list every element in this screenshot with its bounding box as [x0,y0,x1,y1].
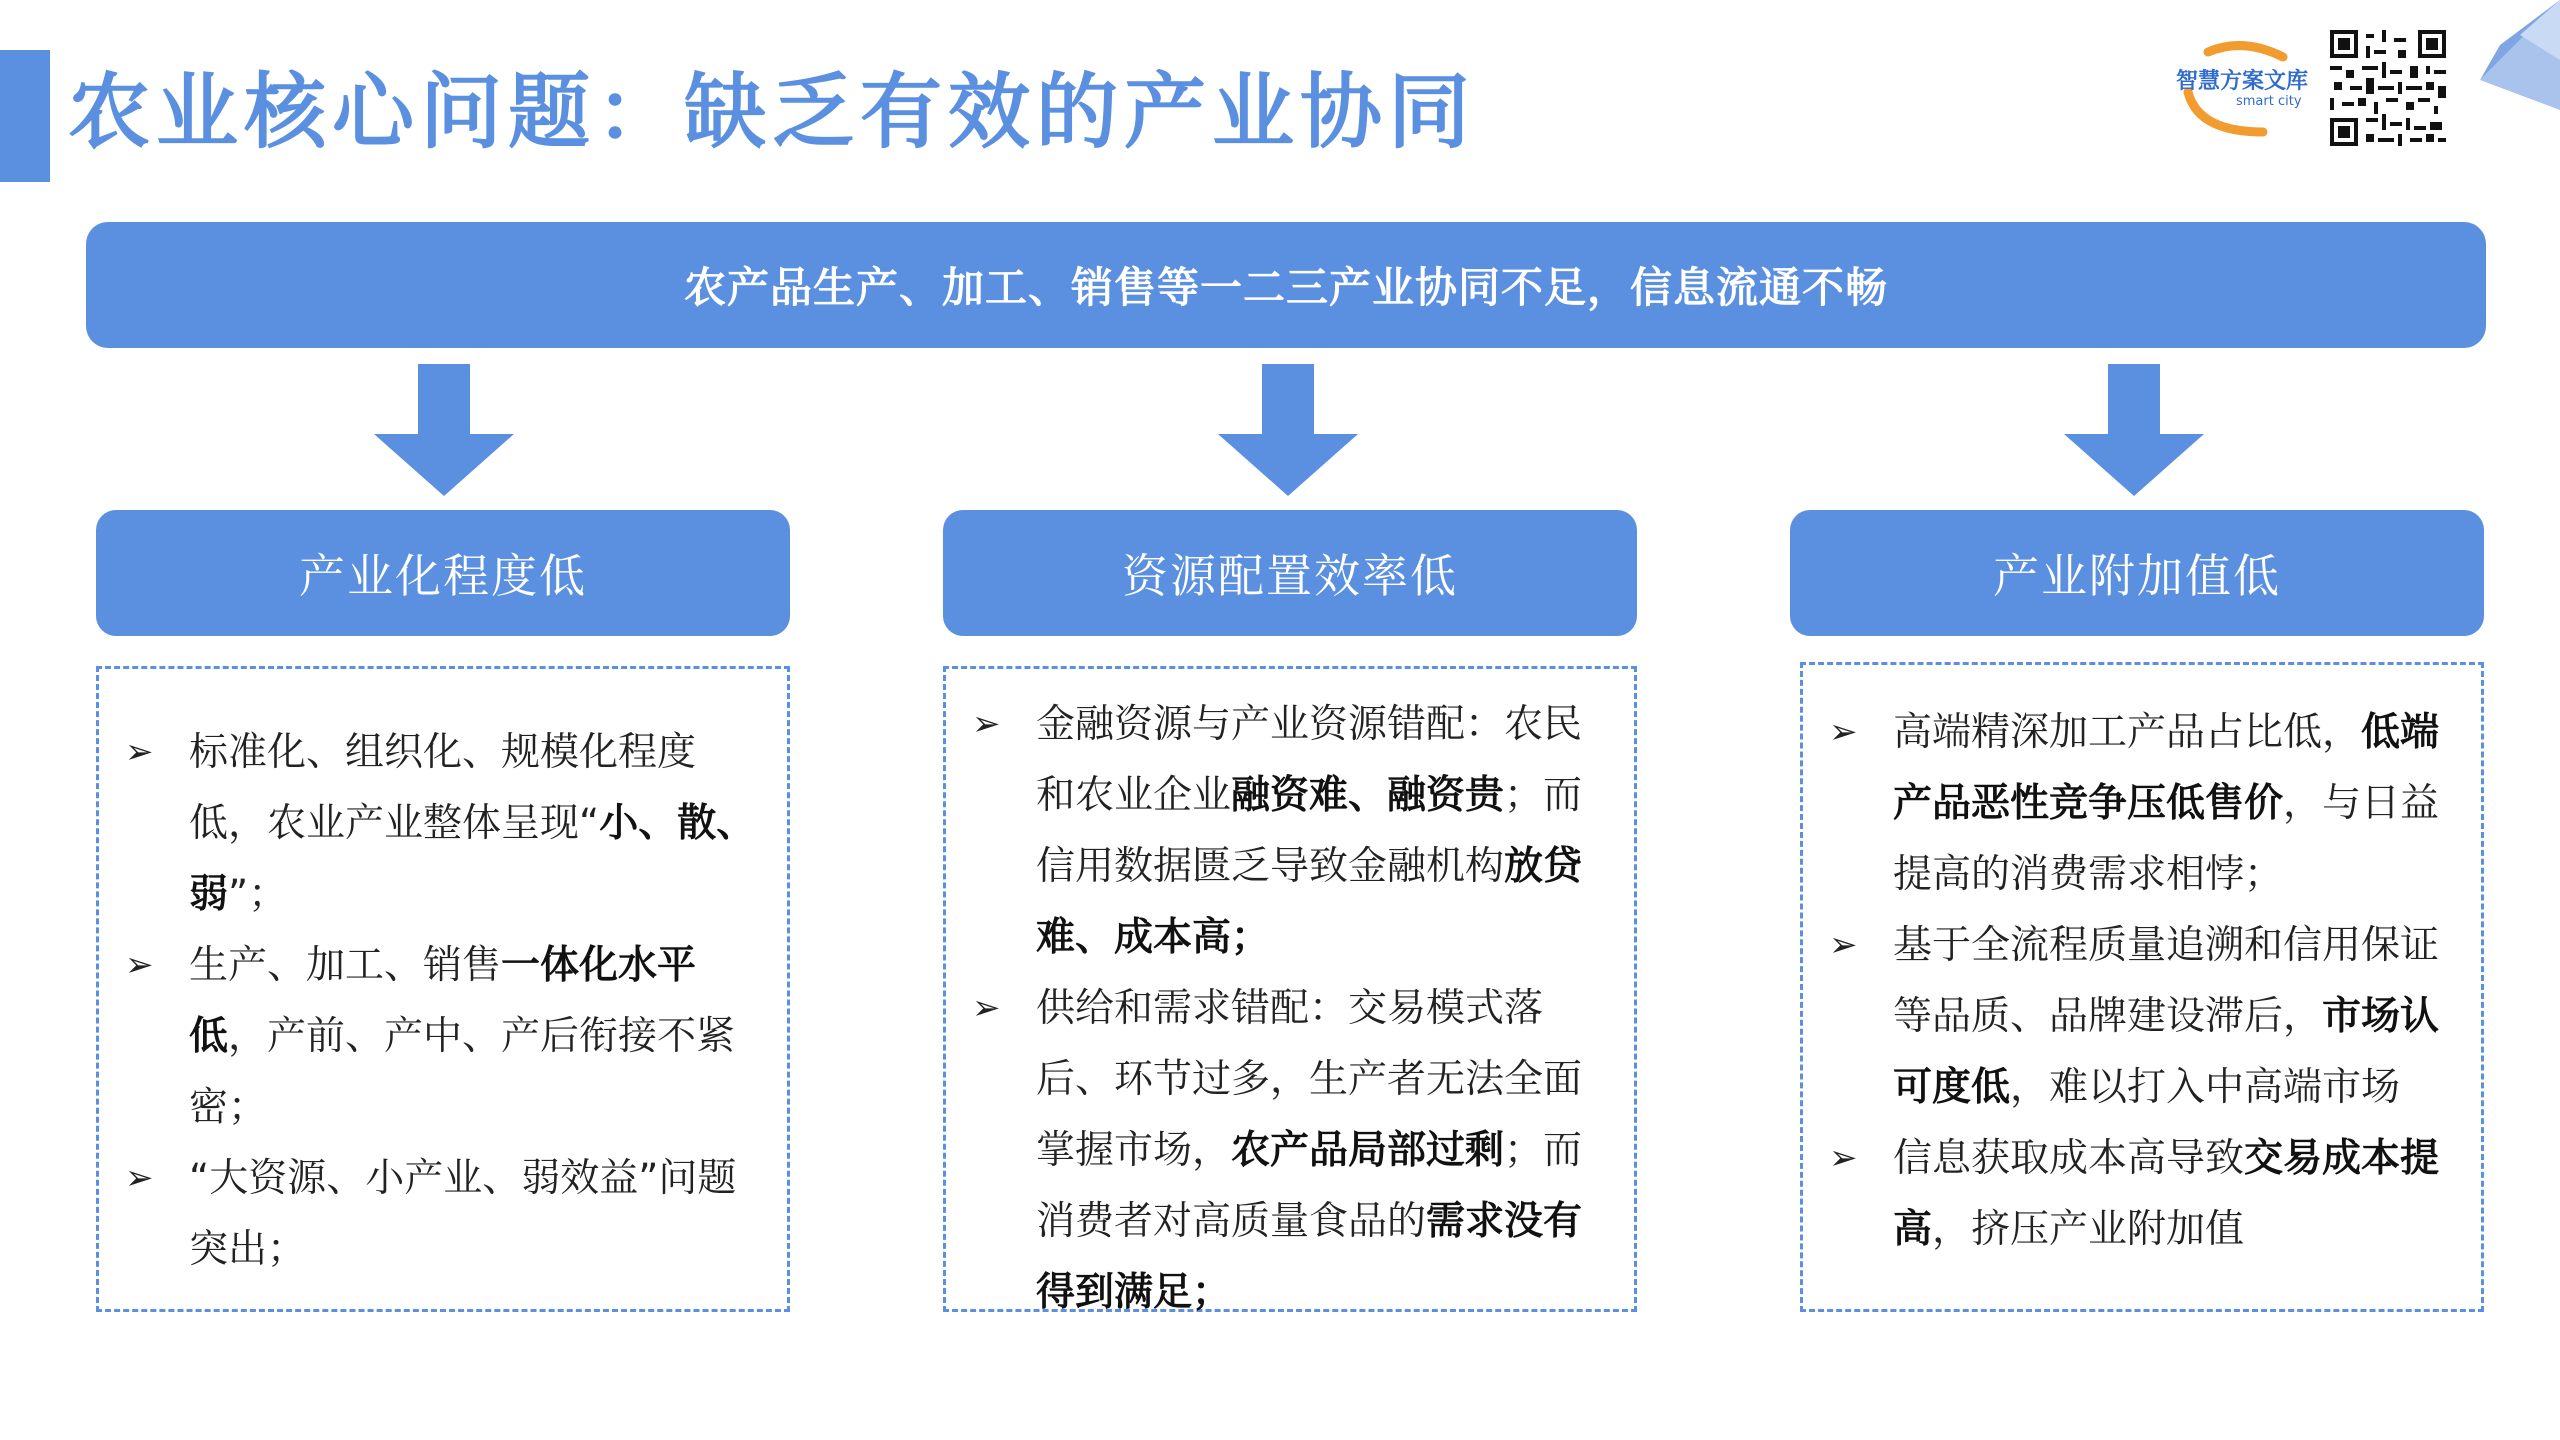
arrow-bullet-icon: ➢ [1829,925,1858,965]
bullet-text: ，难以打入中高端市场 [2010,1065,2401,1110]
corner-decoration-icon [2440,0,2560,110]
arrow-bullet-icon: ➢ [972,988,1001,1028]
arrow-bullet-icon: ➢ [125,945,154,985]
bullet-text-bold: 小、散、弱 [189,801,756,917]
column-header-resource-allocation: 资源配置效率低 [943,510,1637,636]
bullet-list [958,689,1606,1328]
bullet-text: ，与日益提高的消费需求相悖； [1893,781,2440,897]
arrow-bullet-icon: ➢ [1829,1138,1858,1178]
bullet-text: 标准化、组织化、规模化程度低，农业产业整体呈现“ [189,730,697,846]
bullet-item [1815,1123,2453,1265]
bullet-item [958,973,1606,1328]
bullet-text-bold: 低端产品恶性竞争压低售价 [1893,710,2440,826]
bullet-text-bold: 一体化水平低 [189,943,697,1059]
arrow-bullet-icon: ➢ [125,732,154,772]
bullet-text: 生产、加工、销售 [189,943,502,988]
bullet-text: 信息获取成本高导致 [1893,1136,2245,1181]
bullet-item [111,1143,759,1285]
column-header-industrialization: 产业化程度低 [96,510,790,636]
logo-text: 智慧方案文库 [2176,69,2309,94]
bullet-text-bold: 放贷难、成本高； [1036,844,1583,960]
bullet-text-bold: 交易成本提高 [1893,1136,2440,1252]
title-accent-bar [0,50,50,182]
bullet-text: ；而消费者对高质量食品的 [1036,1128,1583,1244]
column-box-industrialization [96,666,790,1312]
qr-code-icon [2330,30,2446,146]
bullet-text: 高端精深加工产品占比低， [1893,710,2362,755]
bullet-text-bold: 市场认可度低 [1893,994,2440,1110]
logo-subtext: smart city [2236,94,2302,109]
column-box-resource-allocation [943,666,1637,1315]
bullet-text-bold: 融资难、融资贵 [1231,773,1505,818]
arrow-bullet-icon: ➢ [1829,712,1858,752]
summary-banner: 农产品生产、加工、销售等一二三产业协同不足，信息流通不畅 [86,222,2486,348]
bullet-text: ，挤压产业附加值 [1932,1207,2245,1252]
bullet-text: 供给和需求错配：交易模式落后、环节过多，生产者无法全面掌握市场， [1036,986,1583,1173]
bullet-list [1815,697,2453,1265]
bullet-text-bold: 需求没有得到满足； [1036,1199,1583,1315]
column-box-added-value [1800,662,2484,1312]
arrow-bullet-icon: ➢ [972,704,1001,744]
bullet-list [111,717,759,1285]
bullet-text: 金融资源与产业资源错配：农民和农业企业 [1036,702,1583,818]
bullet-item [1815,910,2453,1123]
bullet-text: ，产前、产中、产后衔接不紧密； [189,1014,736,1130]
down-arrow-icon [2064,364,2204,496]
arrow-bullet-icon: ➢ [125,1158,154,1198]
down-arrow-icon [1218,364,1358,496]
bullet-item [111,717,759,930]
down-arrow-icon [374,364,514,496]
bullet-item [1815,697,2453,910]
bullet-text: 基于全流程质量追溯和信用保证等品质、品牌建设滞后， [1893,923,2440,1039]
page-title: 农业核心问题：缺乏有效的产业协同 [68,65,1477,160]
bullet-text: ；而信用数据匮乏导致金融机构 [1036,773,1583,889]
bullet-text: “大资源、小产业、弱效益”问题突出； [189,1156,737,1272]
bullet-text-bold: 农产品局部过剩 [1231,1128,1505,1173]
bullet-text: ”； [228,872,288,917]
bullet-item [958,689,1606,973]
column-header-added-value: 产业附加值低 [1790,510,2484,636]
bullet-item [111,930,759,1143]
